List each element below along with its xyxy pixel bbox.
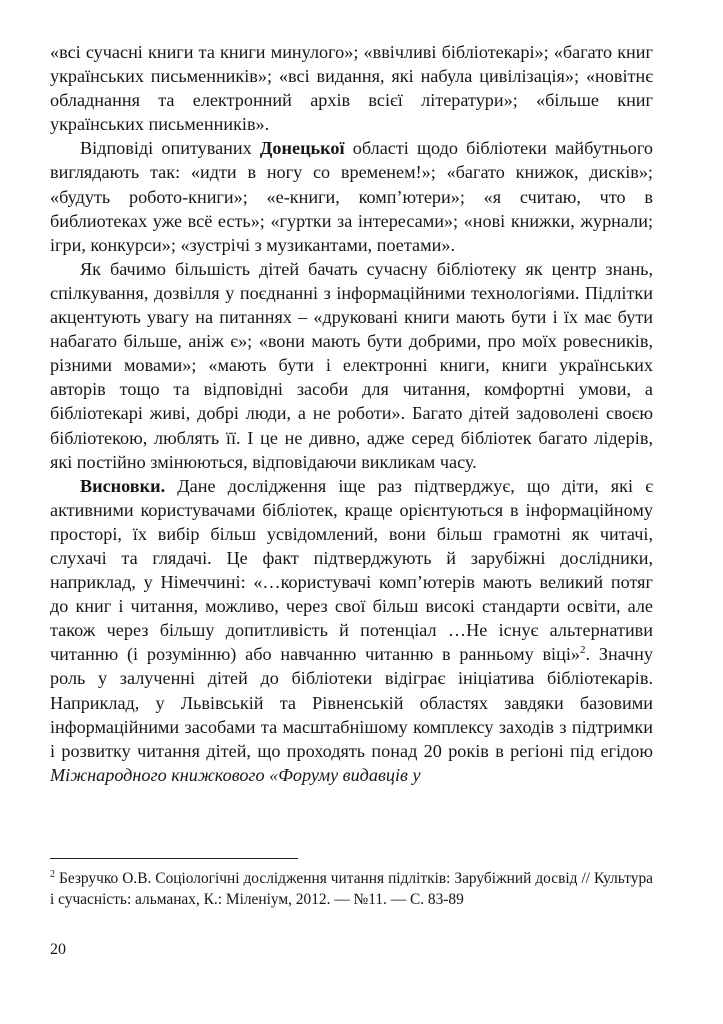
footnote-marker: 2 <box>50 869 55 880</box>
paragraph <box>50 474 653 787</box>
page-number: 20 <box>50 941 66 958</box>
footnote <box>50 868 653 910</box>
footnote-separator <box>50 858 298 859</box>
footnote-reference: 2 <box>580 644 586 657</box>
paragraph <box>50 40 653 136</box>
text-run: Міжнародного книжкового «Форуму видавців у <box>50 764 421 785</box>
text-run: Висновки. <box>80 475 166 496</box>
main-text <box>50 40 653 787</box>
paragraph <box>50 136 653 256</box>
text-run: Дане дослідження іще раз підтверджує, що діти, які є активними користувачами бібліотек, краще орієнтуються в інформаційному просторі, їх вибір більш усвідомлений, вони більш грамотні як читачі, слухачі та глядачі. Це факт підтверджують й зарубіжні дослідники, наприклад, у Німеччині: «…користувачі комп’ютерів мають великий потяг до книг і читання, можливо, через свої більш високі стандарти освіти, але також через більшу допитливість й потенціал …Не існує альтернативи читанню (і розумінню) або навчанню читанню в ранньому віці» <box>50 475 653 665</box>
text-run: області щодо бібліотеки майбутнього виглядають так: «идти в ногу со временем!»; «багато книжок, дисків»; «будуть робото-книги»; «е-книги, комп’ютери»; «я считаю, что в библиотеках уже всё есть»; «гуртки за інтересами»; «нові книжки, журнали; ігри, конкурси»; «зустрічі з музикантами, поетами». <box>50 138 653 255</box>
text-run: «всі сучасні книги та книги минулого»; «ввічливі бібліотекарі»; «багато книг українських письменників»; «всі видання, які набула цивілізація»; «новітнє обладнання та електронний архів всієї літератури»; «більше книг українських письменників». <box>50 42 653 135</box>
text-run: Відповіді опитуваних <box>80 138 260 159</box>
footnote-text: Безручко О.В. Соціологічні дослідження читання підлітків: Зарубіжний досвід // Культура і сучасність: альманах, К.: Міленіум, 2012. — №11. — С. 83-89 <box>50 870 653 908</box>
paragraph <box>50 257 653 474</box>
text-run: Донецької <box>259 138 345 159</box>
text-run: Як бачимо більшість дітей бачать сучасну бібліотеку як центр знань, спілкування, дозвілля у поєднанні з інформаційними технологіями. Підлітки акцентують увагу на питаннях – «друковані книги мають бути і їх має бути набагато більше, аніж є»; «вони мають бути добрими, про моїх ровесників, різними мовами»; «мають бути і електронні книги, книги українських авторів тощо та відповідні засоби для читання, комфортні умови, а бібліотекарі живі, добрі люди, а не роботи». Багато дітей задоволені своєю бібліотекою, люблять її. І це не дивно, адже серед бібліотек багато лідерів, які постійно змінюються, відповідаючи викликам часу. <box>50 258 653 472</box>
text-run: . Значну роль у залученні дітей до бібліотеки відіграє ініціатива бібліотекарів. Наприклад, у Львівській та Рівненській областях завдяки базовими інформаційними засобами та масштабнішому комплексу заходів з підтримки і розвитку читання дітей, що проходять понад 20 років в регіоні під егідою <box>50 644 653 761</box>
